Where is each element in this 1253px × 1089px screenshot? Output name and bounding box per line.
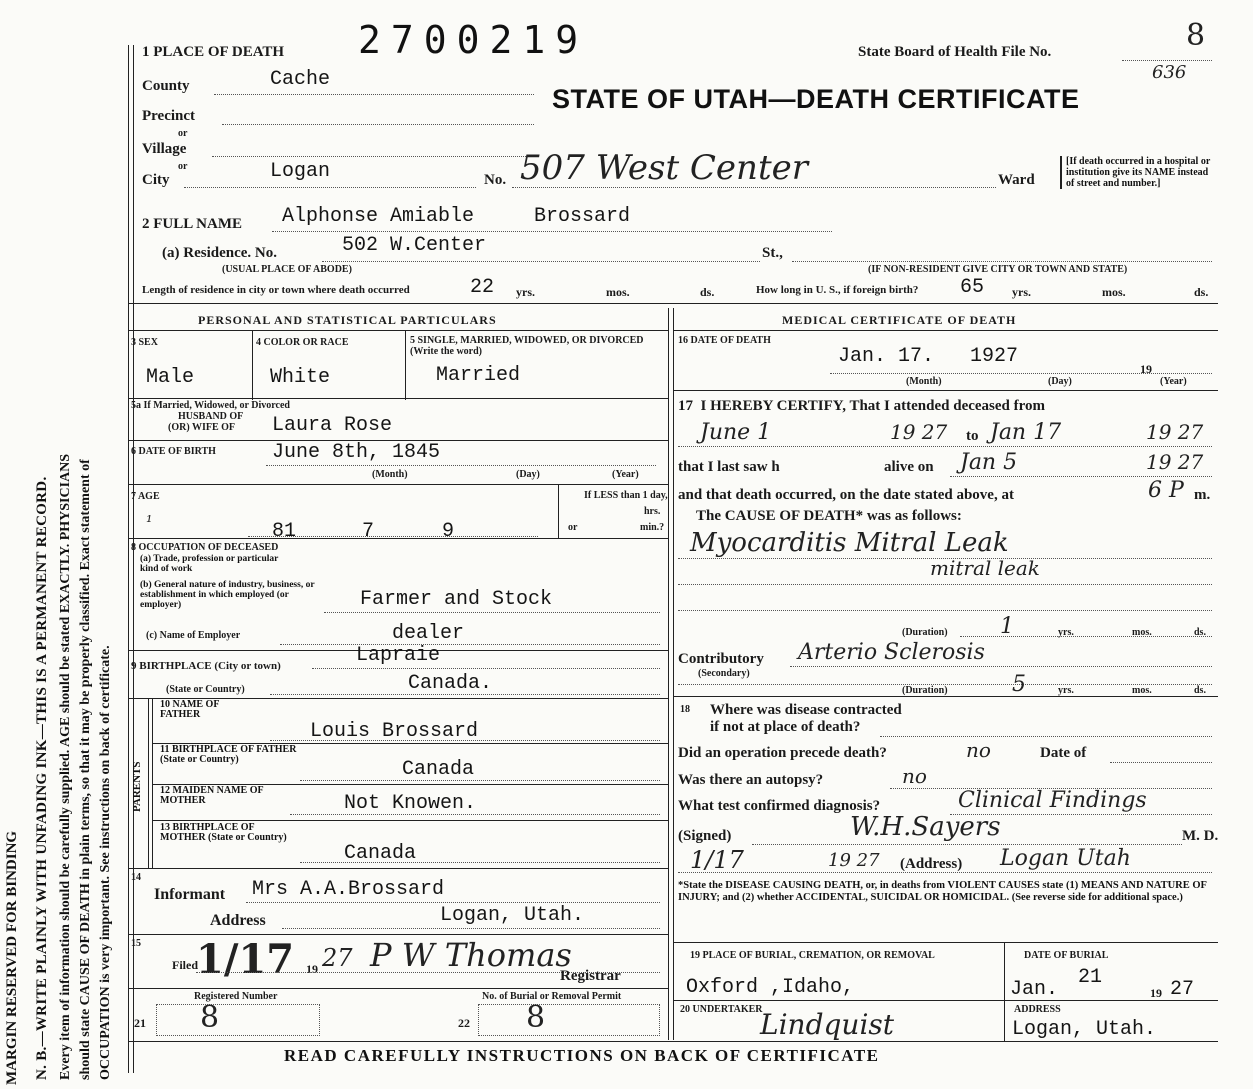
burial-permit-prefix: 22: [458, 1016, 470, 1030]
row-line: [152, 820, 668, 821]
cause-footnote: *State the DISEASE CAUSING DEATH, or, in deaths from VIOLENT CAUSES state (1) MEANS AND NATURE OF INJURY; and (2) whether ACCIDENTAL, SUICIDAL OR HOMICIDAL. (See reverse side for additional space.): [678, 880, 1207, 903]
contributory-value: Arterio Sclerosis: [798, 640, 985, 665]
father-name-value: Louis Brossard: [310, 720, 479, 743]
mother-name-value: Not Knowen.: [344, 792, 477, 815]
filed-date-value: 1/17: [196, 936, 295, 983]
age-mark: ¹: [146, 512, 153, 531]
filed-number: 15: [131, 938, 141, 949]
death-year-label: (Year): [1160, 376, 1187, 387]
filed-year-value: 27: [322, 944, 353, 972]
full-name-value: Alphonse Amiable Brossard: [282, 205, 631, 228]
bottom-divider: [128, 1041, 1218, 1042]
street-no-value: 507 West Center: [520, 148, 808, 188]
informant-address-label: Address: [210, 912, 266, 929]
cell-line: [148, 698, 149, 868]
duration-value-1: 1: [1000, 614, 1014, 639]
city-line: [184, 187, 476, 188]
dob-label: 6 DATE OF BIRTH: [131, 446, 216, 457]
registered-number-box: [156, 1004, 320, 1036]
father-line: [270, 740, 660, 741]
margin-note-line-2: Every item of information should be carefully supplied. AGE should be stated EXACTLY. PHYSICIANS: [58, 453, 73, 1080]
years-in-us-label: How long in U. S., if foreign birth?: [756, 284, 919, 296]
cell-line: [252, 330, 253, 400]
certificate-number: 2700219: [358, 18, 589, 62]
registrar-label: Registrar: [560, 968, 621, 984]
residence-line: [322, 261, 760, 262]
q18-line: [880, 736, 1212, 737]
informant-value: Mrs A.A.Brossard: [252, 878, 445, 901]
row-line: [128, 330, 668, 331]
burial-date-label: DATE OF BURIAL: [1024, 950, 1109, 961]
attended-line: [678, 446, 1212, 447]
mother-name-label: 12 MAIDEN NAME OF MOTHER: [160, 785, 264, 806]
ds-label-2: ds.: [1194, 285, 1209, 299]
spouse-label-3: (OR) WIFE OF: [168, 422, 236, 433]
registered-number-prefix: 21: [134, 1016, 146, 1030]
informant-number: 14: [131, 872, 141, 883]
contributory-line: [790, 666, 1212, 667]
undertaker-address-value: Logan, Utah.: [1012, 1018, 1157, 1041]
to-label: to: [966, 428, 979, 444]
street-line: [792, 261, 1212, 262]
county-line: [214, 94, 534, 95]
operation-label: Did an operation precede death?: [678, 745, 887, 761]
duration-label-1: (Duration): [902, 627, 948, 638]
parents-label: PARENTS: [131, 761, 143, 812]
dob-year-label: (Year): [612, 469, 639, 480]
burial-place-value: Oxford ,Idaho,: [686, 976, 855, 999]
spouse-label-1: 5a If Married, Widowed, or Divorced: [131, 400, 290, 411]
file-no-label: State Board of Health File No.: [858, 44, 1052, 60]
mos-label-1: mos.: [606, 285, 630, 299]
attended-to-year: 19 27: [1146, 420, 1204, 444]
burial-year-value: 27: [1170, 978, 1195, 1001]
length-of-residence-years: 22: [470, 276, 495, 299]
registered-number-label: Registered Number: [194, 991, 278, 1002]
age-line: [248, 536, 538, 537]
signed-address-value: Logan Utah: [1000, 846, 1131, 871]
usual-abode-label: (USUAL PLACE OF ABODE): [222, 264, 352, 275]
undertaker-label: 20 UNDERTAKER: [680, 1004, 763, 1015]
precinct-line: [222, 124, 534, 125]
section-divider: [128, 303, 1218, 304]
or-label-1: or: [178, 128, 188, 139]
filed-year-prefix: 19: [306, 962, 318, 976]
occ-line: [280, 644, 660, 645]
row-line: [128, 868, 668, 869]
ward-note: [If death occurred in a hospital or institution give its NAME instead of street and number.]: [1060, 156, 1218, 189]
column-divider: [668, 308, 669, 1040]
duration-line: [960, 636, 1212, 637]
village-line: [212, 156, 534, 157]
footer-instructions: READ CAREFULLY INSTRUCTIONS ON BACK OF CERTIFICATE: [284, 1046, 880, 1065]
informant-line: [246, 902, 660, 903]
village-label: Village: [142, 141, 187, 157]
secondary-label: (Secondary): [698, 668, 750, 679]
row-line: [673, 330, 1218, 331]
less-than-day-label: If LESS than 1 day,: [584, 490, 668, 501]
sex-value: Male: [146, 366, 195, 389]
certificate-title: STATE OF UTAH—DEATH CERTIFICATE: [552, 84, 1080, 114]
file-no-line: [1122, 60, 1212, 61]
autopsy-value: no: [902, 764, 927, 788]
dob-line: [266, 465, 656, 466]
certify-statement: 17 I HEREBY CERTIFY, That I attended deceased from: [678, 398, 1046, 414]
date-of-death-label: 16 DATE OF DEATH: [678, 335, 771, 346]
duration-ds-2: ds.: [1194, 685, 1206, 696]
q18-line-1: Where was disease contracted: [710, 702, 902, 718]
employer-label: (c) Name of Employer: [146, 630, 241, 641]
file-no-value: 8: [1186, 18, 1206, 53]
form-left-border-inner: [133, 45, 134, 1073]
personal-section-title: PERSONAL AND STATISTICAL PARTICULARS: [198, 313, 497, 327]
cell-line: [405, 330, 406, 400]
father-birthplace-value: Canada: [402, 758, 475, 781]
cell-line: [1004, 942, 1005, 1042]
m-label: m.: [1194, 487, 1211, 503]
burial-month-value: Jan.: [1010, 978, 1059, 1001]
birthplace-label: 9 BIRTHPLACE (City or town): [131, 660, 281, 672]
mos-label-2: mos.: [1102, 285, 1126, 299]
sex-label: 3 SEX: [131, 337, 158, 348]
signed-date-value: 1/17: [690, 846, 744, 874]
death-occurred-statement: and that death occurred, on the date stated above, at: [678, 487, 1014, 503]
father-birthplace-label: 11 BIRTHPLACE OF FATHER (State or Country): [160, 744, 297, 765]
death-month-label: (Month): [906, 376, 942, 387]
binding-margin-note: MARGIN RESERVED FOR BINDING: [4, 830, 20, 1085]
row-line: [128, 398, 668, 399]
mother-birthplace-value: Canada: [344, 842, 417, 865]
signed-address-label: (Address): [900, 856, 963, 872]
signed-address-line: [678, 872, 1212, 873]
duration-label-2: (Duration): [902, 685, 948, 696]
street-label: St.,: [762, 245, 783, 261]
cause-of-death-value: Myocarditis Mitral Leak: [690, 528, 1009, 558]
county-value: Cache: [270, 68, 331, 91]
place-of-death-label: 1 PLACE OF DEATH: [142, 44, 285, 60]
occ-line: [324, 612, 660, 613]
contributory-label: Contributory: [678, 651, 764, 667]
signed-date-year: 19 27: [828, 850, 880, 871]
age-days-value: 9: [442, 520, 455, 543]
attended-to-value: Jan 17: [990, 420, 1062, 445]
q18-line-2: if not at place of death?: [710, 719, 861, 735]
father-name-label: 10 NAME OF FATHER: [160, 699, 220, 720]
age-label: 7 AGE: [131, 491, 160, 502]
state-country-label: (State or Country): [166, 684, 245, 695]
residence-label: (a) Residence. No.: [162, 245, 277, 261]
last-saw-line: [950, 476, 1212, 477]
city-value: Logan: [270, 160, 331, 183]
ds-label-1: ds.: [700, 285, 715, 299]
residence-value: 502 W.Center: [342, 234, 487, 257]
duration-yrs-1: yrs.: [1058, 627, 1074, 638]
dob-month-label: (Month): [372, 469, 408, 480]
cause-of-death-label: The CAUSE OF DEATH* was as follows:: [696, 508, 962, 524]
city-label: City: [142, 172, 170, 188]
date-of-death-year-prefix: 19: [1140, 362, 1152, 376]
occupation-value: Farmer and Stock: [360, 588, 553, 611]
row-line: [128, 484, 668, 485]
row-line: [673, 942, 1218, 943]
time-of-death-value: 6 P: [1148, 478, 1184, 503]
md-label: M. D.: [1182, 828, 1219, 844]
mother-birthplace-label: 13 BIRTHPLACE OF MOTHER (State or Country): [160, 822, 287, 843]
hrs-label: hrs.: [644, 506, 661, 517]
duration-mos-2: mos.: [1132, 685, 1152, 696]
row-line: [128, 988, 668, 989]
margin-note-line-3: should state CAUSE OF DEATH in plain terms, so that it may be properly classified. Exact statement of: [78, 459, 93, 1080]
marital-value: Married: [436, 364, 521, 387]
ward-label: Ward: [998, 172, 1035, 188]
race-label: 4 COLOR OR RACE: [256, 337, 349, 348]
spouse-value: Laura Rose: [272, 414, 393, 437]
full-name-label: 2 FULL NAME: [142, 216, 243, 232]
q18-number: 18: [680, 704, 690, 715]
yrs-label-1: yrs.: [516, 285, 535, 299]
age-months-value: 7: [362, 520, 375, 543]
duration-value-2: 5: [1012, 672, 1026, 697]
father-bp-line: [300, 780, 660, 781]
death-day-label: (Day): [1048, 376, 1072, 387]
attended-from-value: June 1: [700, 420, 772, 445]
cause-of-death-value-2: mitral leak: [930, 556, 1040, 580]
informant-label: Informant: [154, 886, 226, 903]
form-left-border: [128, 45, 129, 1073]
margin-note-line-4: OCCUPATION is very important. See instructions on back of certificate.: [98, 645, 113, 1080]
birthplace-country-value: Canada.: [408, 672, 493, 695]
signed-label: (Signed): [678, 828, 732, 844]
street-no-label: No.: [484, 172, 507, 188]
marital-label: 5 SINGLE, MARRIED, WIDOWED, OR DIVORCED (Write the word): [410, 335, 644, 357]
county-label: County: [142, 78, 190, 94]
or-label-2: or: [178, 161, 188, 172]
years-in-us-value: 65: [960, 276, 985, 299]
yrs-label-2: yrs.: [1012, 285, 1031, 299]
undertaker-address-label: ADDRESS: [1014, 1004, 1061, 1015]
operation-date-label: Date of: [1040, 745, 1087, 761]
bp-line: [312, 668, 660, 669]
operation-date-line: [1110, 762, 1212, 763]
spouse-label-2: HUSBAND OF: [178, 411, 244, 422]
occupation-a-label: (a) Trade, profession or particular kind of work: [140, 554, 279, 574]
min-label: min.?: [640, 522, 665, 533]
column-divider-inner: [673, 308, 674, 1040]
bp-line: [270, 694, 660, 695]
date-line: [830, 373, 1212, 374]
age-years-value: 81: [272, 520, 297, 543]
dob-value: June 8th, 1845: [272, 441, 441, 464]
row-line: [673, 390, 1218, 391]
row-line: [673, 696, 1218, 697]
file-no-secondary: 636: [1152, 62, 1187, 83]
nonresident-label: (IF NON-RESIDENT GIVE CITY OR TOWN AND STATE): [868, 264, 1128, 275]
duration-mos-1: mos.: [1132, 627, 1152, 638]
full-name-line: [272, 231, 832, 232]
cause-line: [678, 584, 1212, 585]
alive-on-label: alive on: [884, 459, 934, 475]
dob-day-label: (Day): [516, 469, 540, 480]
registered-number-value: 8: [200, 1000, 220, 1035]
margin-note-line-1: N. B.—WRITE PLAINLY WITH UNFADING INK—THIS IS A PERMANENT RECORD.: [34, 476, 50, 1080]
row-line: [128, 538, 668, 539]
mother-bp-line: [300, 862, 660, 863]
registrar-signature: P W Thomas: [370, 936, 572, 974]
burial-permit-value: 8: [526, 1000, 546, 1035]
burial-permit-label: No. of Burial or Removal Permit: [482, 991, 622, 1002]
informant-address-value: Logan, Utah.: [440, 904, 585, 927]
or-min-label: or: [568, 522, 578, 533]
length-of-residence-label: Length of residence in city or town where death occurred: [142, 284, 410, 296]
row-line: [673, 1000, 1218, 1001]
signed-value: W.H.Sayers: [850, 812, 1001, 842]
occupation-value-2: dealer: [392, 622, 465, 645]
duration-ds-1: ds.: [1194, 627, 1206, 638]
medical-section-title: MEDICAL CERTIFICATE OF DEATH: [782, 313, 1017, 327]
autopsy-label: Was there an autopsy?: [678, 772, 824, 788]
operation-value: no: [966, 738, 991, 762]
last-saw-value: Jan 5: [960, 450, 1018, 475]
birthplace-city-value: Lapraie: [356, 644, 441, 667]
burial-day-value: 21: [1078, 966, 1103, 989]
filed-label: Filed: [172, 958, 198, 972]
race-value: White: [270, 366, 331, 389]
row-line: [128, 934, 668, 935]
signed-line: [752, 844, 1182, 845]
duration-yrs-2: yrs.: [1058, 685, 1074, 696]
last-saw-year: 19 27: [1146, 450, 1204, 474]
attended-from-year: 19 27: [890, 420, 948, 444]
precinct-label: Precinct: [142, 108, 196, 124]
occupation-b-label: (b) General nature of industry, business, or establishment in which employed (or employer): [140, 580, 315, 610]
occupation-label: 8 OCCUPATION OF DECEASED: [131, 542, 279, 553]
last-saw-label: that I last saw h: [678, 459, 780, 475]
burial-place-label: 19 PLACE OF BURIAL, CREMATION, OR REMOVAL: [690, 950, 935, 961]
test-label: What test confirmed diagnosis?: [678, 798, 881, 814]
test-value: Clinical Findings: [958, 788, 1147, 813]
burial-permit-box: [478, 1004, 660, 1036]
informant-address-line: [282, 928, 660, 929]
date-of-death-value: Jan. 17. 1927: [838, 345, 1019, 368]
mother-line: [290, 814, 660, 815]
cell-line: [558, 484, 559, 538]
cause-line: [678, 610, 1212, 611]
undertaker-signature: Lindquist: [760, 1008, 895, 1041]
burial-year-prefix: 19: [1150, 986, 1162, 1000]
cell-line: [152, 698, 153, 868]
